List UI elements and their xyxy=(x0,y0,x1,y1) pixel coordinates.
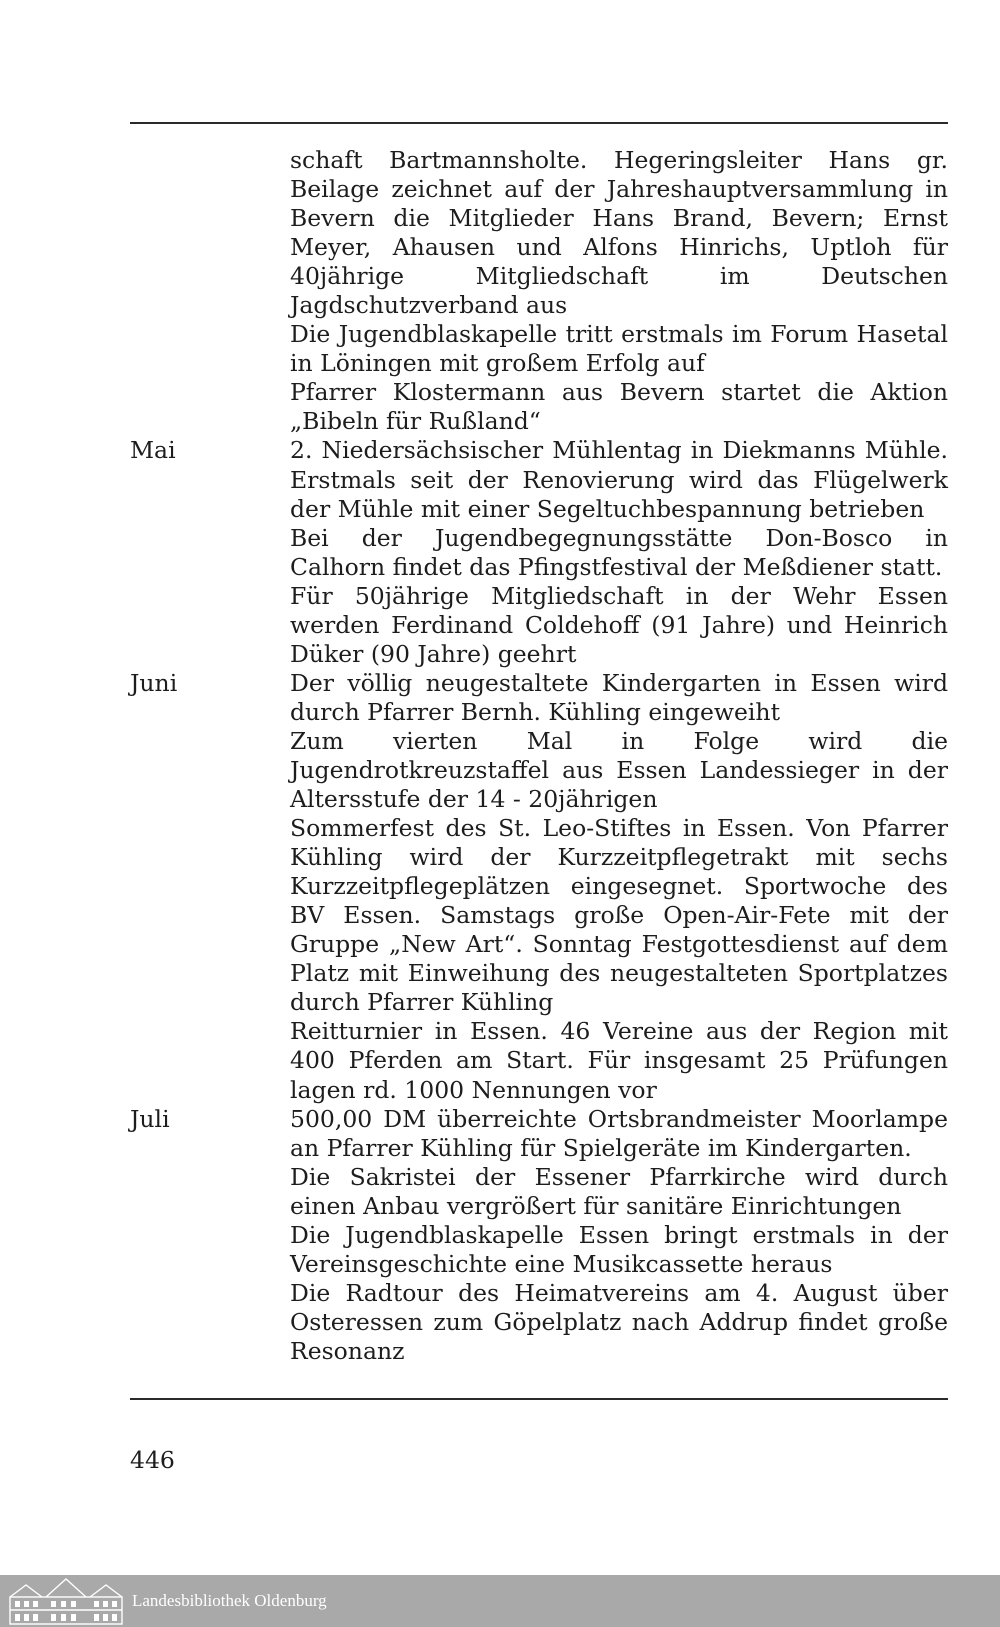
chronicle-entry xyxy=(130,669,948,727)
chronicle-body xyxy=(130,146,948,1366)
entry-text: Der völlig neugestaltete Kindergarten in Essen wird durch Pfarrer Bernh. Kühling eingeweiht xyxy=(290,668,948,726)
chronicle-entry xyxy=(130,727,948,814)
chronicle-entry xyxy=(130,378,948,436)
month-label: Juli xyxy=(130,1104,170,1133)
footer-bar xyxy=(0,1575,1000,1627)
entry-text: Die Sakristei der Essener Pfarrkirche wird durch einen Anbau vergrößert für sanitäre Einrichtungen xyxy=(290,1162,948,1220)
entry-text: Die Jugendblaskapelle tritt erstmals im Forum Hasetal in Löningen mit großem Erfolg auf xyxy=(290,320,948,378)
chronicle-entry xyxy=(130,1017,948,1104)
entry-text: 500,00 DM überreichte Ortsbrandmeister Moorlampe an Pfarrer Kühling für Spielgeräte im Kindergarten. xyxy=(290,1104,948,1162)
chronicle-entry xyxy=(130,524,948,582)
top-rule xyxy=(130,122,948,124)
entry-text: Die Radtour des Heimatvereins am 4. August über Osteressen zum Göpelplatz nach Addrup findet große Resonanz xyxy=(290,1278,948,1365)
chronicle-entry xyxy=(130,1163,948,1221)
chronicle-entry xyxy=(130,436,948,523)
entry-text: 2. Niedersächsischer Mühlentag in Diekmanns Mühle. Erstmals seit der Renovierung wird das Flügelwerk der Mühle mit einer Segeltuchbespannung betrieben xyxy=(290,436,948,523)
entry-text: Die Jugendblaskapelle Essen bringt erstmals in der Vereinsgeschichte eine Musikcassette heraus xyxy=(290,1220,948,1278)
entry-text: Reitturnier in Essen. 46 Vereine aus der Region mit 400 Pferden am Start. Für insgesamt 25 Prüfungen lagen rd. 1000 Nennungen vor xyxy=(290,1017,948,1104)
entry-text: schaft Bartmannsholte. Hegeringsleiter Hans gr. Beilage zeichnet auf der Jahreshauptversammlung in Bevern die Mitglieder Hans Brand, Bevern; Ernst Meyer, Ahausen und Alfons Hinrichs, Uptloh für 40jährige Mitgliedschaft im Deutschen Jagdschutzverband aus xyxy=(290,146,948,320)
entry-text: Zum vierten Mal in Folge wird die Jugendrotkreuzstaffel aus Essen Landessieger in der Altersstufe der 14 - 20jährigen xyxy=(290,726,948,814)
month-label: Juni xyxy=(130,668,178,697)
entry-text: Pfarrer Klostermann aus Bevern startet die Aktion „Bibeln für Rußland“ xyxy=(290,378,948,436)
entry-text: Für 50jährige Mitgliedschaft in der Wehr Essen werden Ferdinand Coldehoff (91 Jahre) und Heinrich Düker (90 Jahre) geehrt xyxy=(290,581,948,668)
chronicle-entry xyxy=(130,582,948,669)
page-number: 446 xyxy=(130,1446,175,1474)
chronicle-entry xyxy=(130,146,948,320)
footer-label: Landesbibliothek Oldenburg xyxy=(132,1591,327,1610)
chronicle-entry xyxy=(130,814,948,1017)
chronicle-entry xyxy=(130,1221,948,1279)
chronicle-entry xyxy=(130,1279,948,1366)
month-label: Mai xyxy=(130,436,176,465)
chronicle-entry xyxy=(130,320,948,378)
library-building-icon xyxy=(6,1575,126,1627)
entry-text: Sommerfest des St. Leo-Stiftes in Essen. Von Pfarrer Kühling wird der Kurzzeitpflegetrakt mit sechs Kurzzeitpflegeplätzen eingesegnet. Sportwoche des BV Essen. Samstags große Open-Air-Fete mit der Gruppe „New Art“. Sonntag Festgottesdienst auf dem Platz mit Einweihung des neugestalteten Sportplatzes durch Pfarrer Kühling xyxy=(290,814,948,1017)
chronicle-entry xyxy=(130,1105,948,1163)
entry-text: Bei der Jugendbegegnungsstätte Don-Bosco in Calhorn findet das Pfingstfestival der Meßdiener statt. xyxy=(290,523,948,581)
bottom-rule xyxy=(130,1398,948,1400)
